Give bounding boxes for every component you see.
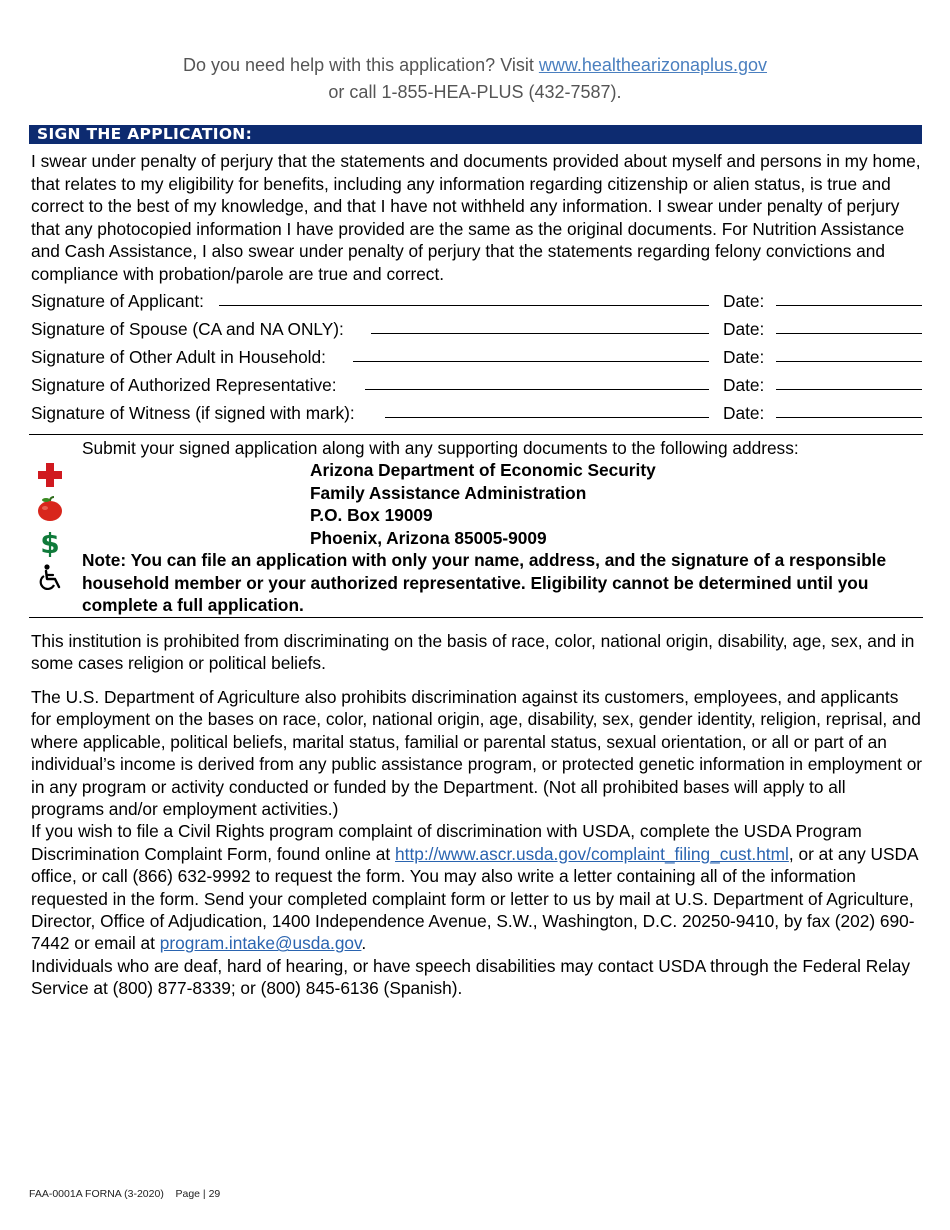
help-banner [0,52,950,106]
dollar-icon [34,527,66,557]
wheelchair-icon [34,562,66,592]
signature-row-witness [31,402,923,424]
oath-paragraph: I swear under penalty of perjury that the statements and documents provided about myself and persons in my home, that relates to my eligibility for benefits, including any information regarding citizenship or alien status, is true and correct to the best of my knowledge, and that I have not withheld any information. I swear under penalty of perjury that any photocopied information I have provided are the same as the original documents. For Nutrition Assistance and Cash Assistance, I also swear under penalty of perjury that the statements regarding felony convictions and compliance with probation/parole are true and correct. [31,151,921,284]
usda-statement [31,686,923,1000]
signature-row-spouse [31,318,923,340]
signature-field-other-adult[interactable] [353,361,709,362]
address-line: Family Assistance Administration [310,482,587,503]
usda-paragraph: The U.S. Department of Agriculture also prohibits discrimination against its customers, employees, and applicants for employment on the bases on race, color, national origin, age, disability, sex, gender identity, religion, reprisal, and where applicable, political beliefs, marital status, familial or parental status, sexual orientation, or all or part of an individual’s income is derived from any public assistance program, or protected genetic information in employment or in any program or activity conducted or funded by the Department. (Not all prohibited bases will apply to all programs and/or employment activities.) [31,687,923,820]
date-label: Date: [723,319,765,339]
address-line: Phoenix, Arizona 85005-9009 [310,527,547,548]
help-line-2: or call 1-855-HEA-PLUS (432-7587). [328,82,622,102]
application-note: Note: You can file an application with only your name, address, and the signature of a responsible household member or your authorized representative. Eligibility cannot be determined until you complete a full application. [82,550,887,615]
healthearizonaplus-link[interactable]: www.healthearizonaplus.gov [538,55,768,75]
signature-row-applicant [31,290,923,312]
help-text: Do you need help with this application? Visit [182,55,539,75]
complaint-text: . [361,933,367,954]
date-field-other-adult[interactable] [776,361,922,362]
address-line: Arizona Department of Economic Security [310,460,656,480]
date-field-applicant[interactable] [776,305,922,306]
nondiscrimination-paragraph: This institution is prohibited from discriminating on the basis of race, color, national origin, disability, age, sex, and in some cases religion or political beliefs. [31,631,915,674]
divider-bottom [29,617,923,618]
signature-field-witness[interactable] [385,417,709,418]
complaint-text: If you wish to file a Civil Rights program complaint of discrimination with USDA, complete the USDA Program Discrimination Complaint Form, found online at [31,821,862,864]
signature-row-other-adult [31,346,923,368]
signature-label: Signature of Witness (if signed with mark): [31,402,359,424]
svg-text:$: $ [40,527,60,557]
date-label: Date: [723,375,765,395]
submit-instructions: Submit your signed application along with any supporting documents to the following address: [82,438,799,458]
mailing-address [310,459,656,549]
date-label: Date: [723,347,765,367]
date-field-authorized-rep[interactable] [776,389,922,390]
complaint-paragraph [31,820,923,954]
signature-field-authorized-rep[interactable] [365,389,709,390]
relay-paragraph: Individuals who are deaf, hard of hearing, or have speech disabilities may contact USDA through the Federal Relay Service at (800) 877-8339; or (800) 845-6136 (Spanish). [31,955,910,999]
apple-icon [34,494,66,524]
date-label: Date: [723,403,765,423]
section-header: SIGN THE APPLICATION: [29,125,922,144]
page-footer: FAA-0001A FORNA (3-2020) Page | 29 [29,1188,221,1200]
date-field-witness[interactable] [776,417,922,418]
address-line: P.O. Box 19009 [310,505,433,525]
help-line-1 [0,52,950,79]
signature-row-authorized-rep [31,374,923,396]
complaint-form-link[interactable]: http://www.ascr.usda.gov/complaint_filing_cust.html [395,843,789,864]
signature-label: Signature of Authorized Representative: [31,374,341,396]
date-label: Date: [723,291,765,311]
medical-cross-icon [34,460,66,490]
signature-label: Signature of Applicant: [31,290,208,312]
signature-label: Signature of Other Adult in Household: [31,346,330,368]
complaint-text: , or at any USDA office, or call (866) 632-9992 to request the form. You may also write a letter containing all of the information requested in the form. Send your completed complaint form or letter to us by mail at U.S. Department of Agriculture, Director, Office of Adjudication, 1400 Independence Avenue, S.W., Washington, D.C. 20250-9410, by fax (202) 690-7442 or email at [31,843,918,954]
date-field-spouse[interactable] [776,333,922,334]
signature-field-spouse[interactable] [371,333,709,334]
usda-email-link[interactable]: program.intake@usda.gov [159,933,362,954]
signature-label: Signature of Spouse (CA and NA ONLY): [31,318,348,340]
signature-field-applicant[interactable] [219,305,709,306]
divider-top [29,434,923,435]
